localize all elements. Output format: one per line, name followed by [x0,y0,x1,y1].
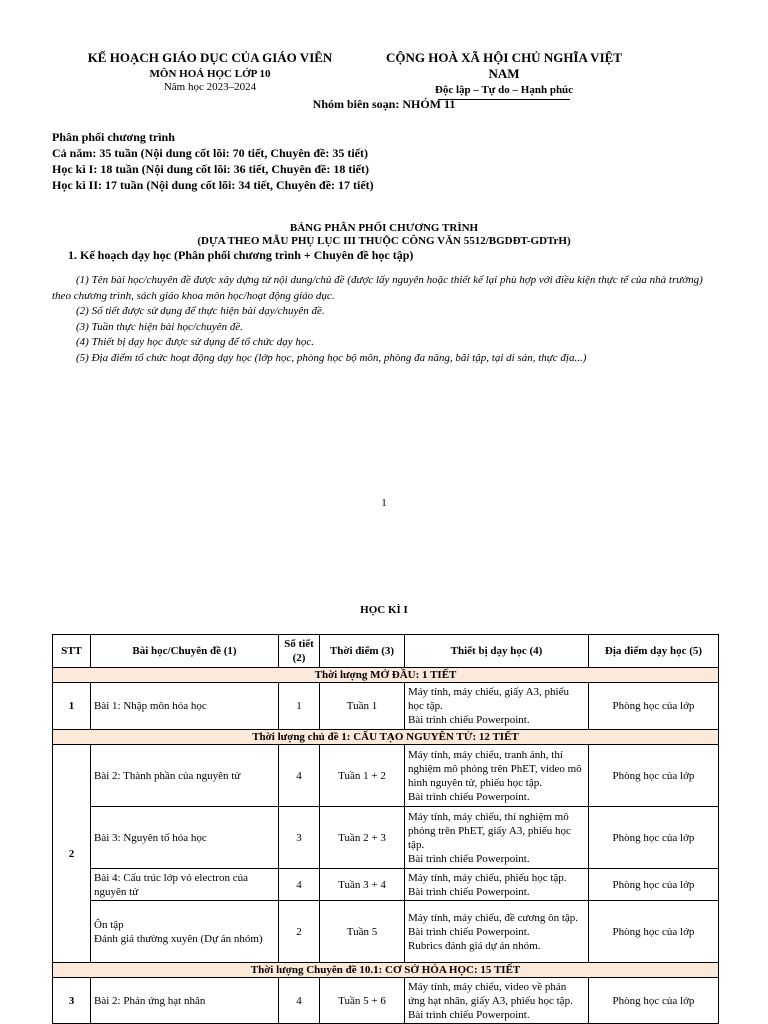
cell-lesson [91,901,279,963]
col-header-equipment: Thiết bị dạy học (4) [405,635,589,668]
col-header-lesson: Bài học/Chuyên đề (1) [91,635,279,668]
equipment-line: Máy tính, máy chiếu, đề cương ôn tập. [408,911,579,924]
equipment-line: Bài trình chiếu Powerpoint. [408,1008,530,1021]
cell-equipment [405,901,589,963]
cell-time: Tuần 5 + 6 [320,978,405,1024]
equipment-line: Máy tính, máy chiếu, tranh ảnh, thí nghiệm mô phỏng trên PhET, video mô hình nguyên tử, phiếu học tập. [408,748,582,789]
cell-equipment [405,869,589,901]
semester-title: HỌC KÌ I [360,604,408,616]
section-row [53,668,719,683]
cell-periods: 4 [279,745,320,807]
col-header-periods: Số tiết (2) [279,635,320,668]
cell-equipment [405,683,589,730]
plan-title: KẾ HOẠCH GIÁO DỤC CỦA GIÁO VIÊN [87,50,333,65]
col-header-place: Địa điểm dạy học (5) [589,635,719,668]
distribution-line: Cả năm: 35 tuần (Nội dung cốt lõi: 70 tiết, Chuyên đề: 35 tiết) [52,146,368,160]
cell-place: Phòng học của lớp [589,745,719,807]
note-item: (4) Thiết bị dạy học được sử dụng để tổ chức dạy học. [76,336,315,348]
cell-place: Phòng học của lớp [589,807,719,869]
motto: Độc lập – Tự do – Hạnh phúc [434,84,574,96]
equipment-line: Máy tính, máy chiếu, phiếu học tập. [408,871,567,884]
cell-periods: 3 [279,807,320,869]
distribution-line: Học kì II: 17 tuần (Nội dung cốt lõi: 34 tiết, Chuyên đề: 17 tiết) [52,178,374,192]
section-title: Thời lượng Chuyên đề 10.1: CƠ SỞ HÓA HỌC: 15 TIẾT [53,963,719,978]
cell-stt: 2 [53,745,91,963]
table-row [53,807,719,869]
table-row [53,978,719,1024]
note-item: (2) Số tiết được sử dụng để thực hiện bài dạy/chuyên đề. [76,305,325,317]
cell-periods: 2 [279,901,320,963]
plan-table [52,634,719,1024]
cell-place: Phòng học của lớp [589,869,719,901]
distribution-block [52,129,374,193]
country-title: CỘNG HOÀ XÃ HỘI CHỦ NGHĨA VIỆT NAM [386,50,622,81]
cell-periods: 1 [279,683,320,730]
lesson-line: Đánh giá thường xuyên (Dự án nhóm) [94,932,263,945]
cell-stt: 3 [53,978,91,1024]
table-row [53,901,719,963]
subject-title: MÔN HOÁ HỌC LỚP 10 [149,68,271,80]
plan-item-heading: 1. Kế hoạch dạy học (Phân phối chương trình + Chuyên đề học tập) [68,248,414,262]
equipment-line: Máy tính, máy chiếu, video về phản ứng hạt nhân, giấy A3, phiếu học tập. [408,980,573,1007]
section-row [53,963,719,978]
section-title: Thời lượng MỞ ĐẦU: 1 TIẾT [53,668,719,683]
table-row [53,745,719,807]
lesson-line: Ôn tập [94,918,124,931]
equipment-line: Rubrics đánh giá dự án nhóm. [408,939,541,952]
cell-time: Tuần 3 + 4 [320,869,405,901]
section-row [53,730,719,745]
cell-stt: 1 [53,683,91,730]
equipment-line: Bài trình chiếu Powerpoint. [408,885,530,898]
section-title: Thời lượng chủ đề 1: CẤU TẠO NGUYÊN TỬ: 12 TIẾT [53,730,719,745]
table-row [53,683,719,730]
school-year: Năm học 2023–2024 [163,81,257,93]
header-right [372,50,636,100]
equipment-line: Bài trình chiếu Powerpoint. [408,714,530,726]
cell-periods: 4 [279,869,320,901]
cell-equipment [405,745,589,807]
table-subtitle: (DỰA THEO MẪU PHỤ LỤC III THUỘC CÔNG VĂN 5512/BGDĐT-GDTrH) [197,235,571,247]
header-left [60,50,360,93]
equipment-line: Bài trình chiếu Powerpoint. [408,925,530,938]
note-item: (3) Tuần thực hiện bài học/chuyên đề. [76,320,243,333]
cell-place: Phòng học của lớp [589,901,719,963]
table-header-row [53,635,719,668]
cell-equipment [405,978,589,1024]
equipment-line: Bài trình chiếu Powerpoint. [408,790,530,803]
cell-time: Tuần 2 + 3 [320,807,405,869]
cell-time: Tuần 1 + 2 [320,745,405,807]
table-title: BẢNG PHÂN PHỐI CHƯƠNG TRÌNH [289,222,479,234]
cell-lesson: Bài 2: Phản ứng hạt nhân [91,978,279,1024]
col-header-stt: STT [53,635,91,668]
note-item: (1) Tên bài học/chuyên đề được xây dựng từ nội dung/chủ đề (được lấy nguyên hoặc thiết kế lại phù hợp với điều kiện thực tế của nhà trường) theo chương trình, sách giáo khoa môn học/hoạt động giáo dục. [52,274,703,302]
notes-block [52,273,722,366]
page-number: 1 [381,497,387,509]
cell-place: Phòng học của lớp [589,683,719,730]
distribution-line: Học kì I: 18 tuần (Nội dung cốt lõi: 36 tiết, Chuyên đề: 18 tiết) [52,162,369,176]
equipment-line: Máy tính, máy chiếu, giấy A3, phiếu học tập. [408,686,569,712]
cell-lesson: Bài 2: Thành phần của nguyên tử [91,745,279,807]
cell-place: Phòng học của lớp [589,978,719,1024]
group-name: Nhóm biên soạn: NHÓM 11 [312,97,456,111]
cell-lesson: Bài 1: Nhập môn hóa học [91,683,279,730]
cell-lesson: Bài 3: Nguyên tố hóa học [91,807,279,869]
cell-time: Tuần 5 [320,901,405,963]
cell-time: Tuần 1 [320,683,405,730]
col-header-time: Thời điểm (3) [320,635,405,668]
equipment-line: Máy tính, máy chiếu, thí nghiệm mô phỏng trên PhET, giấy A3, phiếu học tập. [408,810,571,851]
table-row [53,869,719,901]
distribution-heading: Phân phối chương trình [52,130,175,144]
note-item: (5) Địa điểm tổ chức hoạt động dạy học (lớp học, phòng học bộ môn, phòng đa năng, bãi tập, tại di sản, thực địa...) [76,351,587,364]
cell-equipment [405,807,589,869]
equipment-line: Bài trình chiếu Powerpoint. [408,852,530,865]
cell-periods: 4 [279,978,320,1024]
cell-lesson: Bài 4: Cấu trúc lớp vỏ electron của nguyên tử [91,869,279,901]
